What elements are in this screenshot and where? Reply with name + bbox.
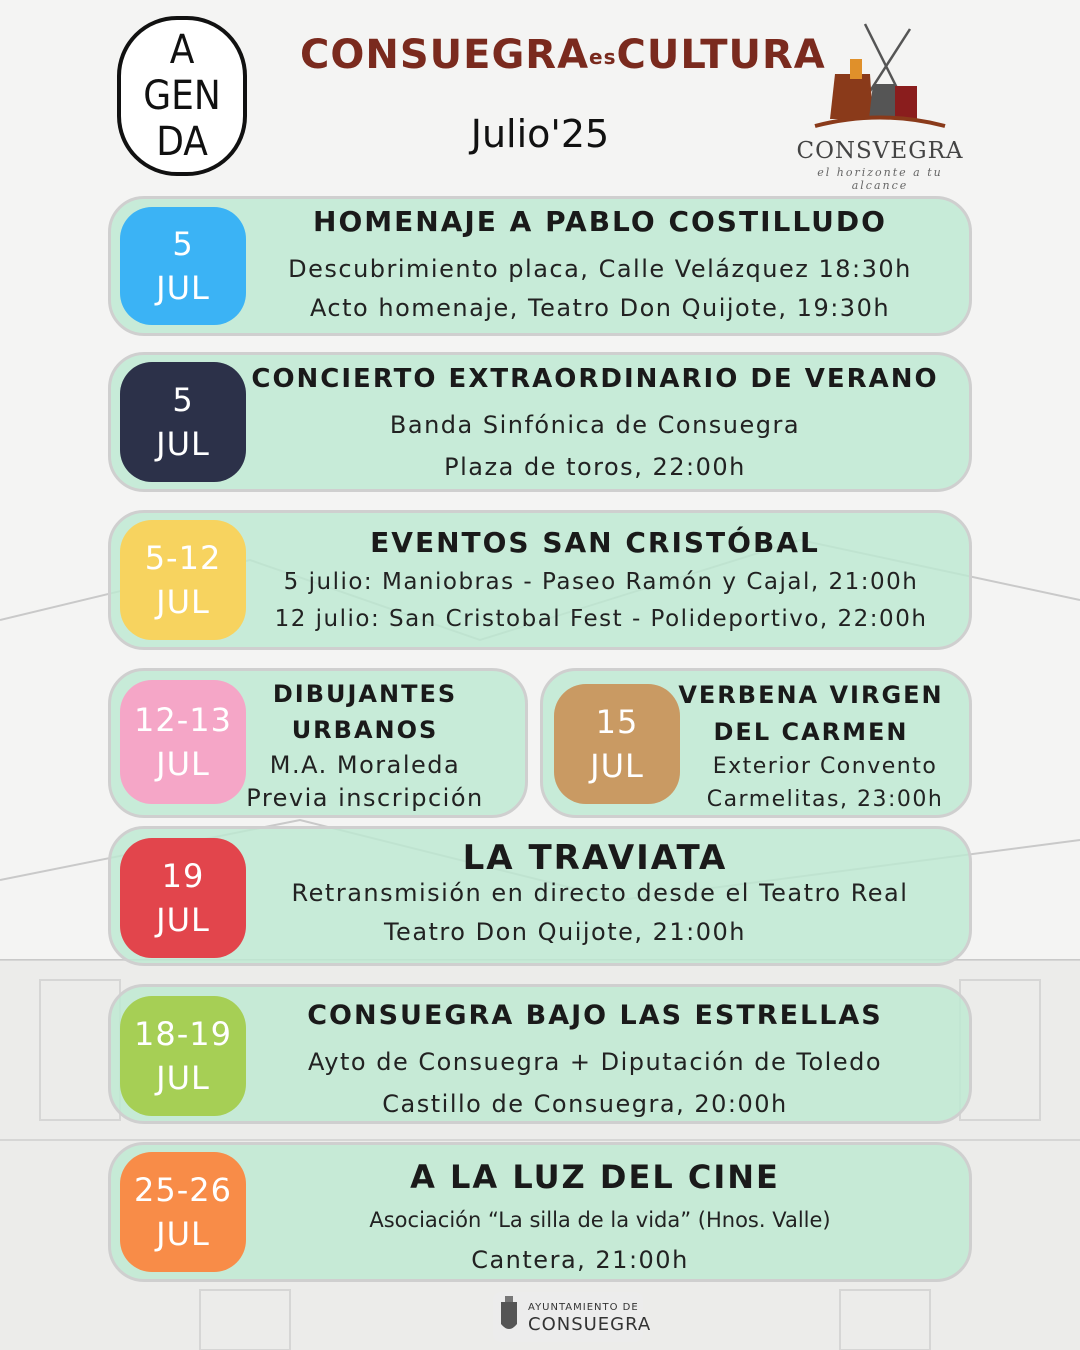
agenda-line: A	[169, 27, 195, 73]
date-badge	[120, 207, 246, 325]
event-detail: Teatro Don Quijote, 21:00h	[383, 918, 747, 946]
date-month: JUL	[156, 583, 210, 621]
date-day: 25-26	[134, 1171, 232, 1209]
agenda-line: GEN	[143, 73, 221, 119]
date-day: 15	[595, 703, 639, 741]
date-month: JUL	[156, 269, 210, 307]
event-detail: Cantera, 21:00h	[471, 1246, 689, 1274]
event-detail: Descubrimiento placa, Calle Velázquez 18:30h	[288, 255, 912, 283]
event-detail: Acto homenaje, Teatro Don Quijote, 19:30h	[309, 294, 891, 322]
event-detail: Asociación “La silla de la vida” (Hnos. Valle)	[369, 1208, 831, 1232]
event-detail: Banda Sinfónica de Consuegra	[389, 411, 801, 439]
event-detail: Retransmisión en directo desde el Teatro Real	[291, 879, 909, 907]
event-detail: 5 julio: Maniobras - Paseo Ramón y Cajal, 21:00h	[283, 569, 919, 595]
event-detail: Exterior Convento	[712, 754, 938, 779]
date-month: JUL	[156, 1215, 210, 1253]
event-detail: Carmelitas, 23:00h	[706, 787, 944, 812]
date-badge	[120, 680, 246, 804]
event-title: EVENTOS SAN CRISTÓBAL	[370, 526, 820, 559]
event-title: A LA LUZ DEL CINE	[410, 1158, 780, 1196]
event-title: DEL CARMEN	[713, 718, 909, 746]
date-day: 19	[161, 857, 205, 895]
date-badge	[120, 520, 246, 640]
date-badge	[120, 996, 246, 1116]
date-badge	[554, 684, 680, 804]
date-month: JUL	[156, 901, 210, 939]
agenda-badge	[117, 16, 247, 176]
footer-line: CONSUEGRA	[528, 1314, 652, 1335]
event-title: HOMENAJE A PABLO COSTILLUDO	[313, 205, 887, 238]
date-day: 5	[172, 381, 194, 419]
event-detail: 12 julio: San Cristobal Fest - Polideportivo, 22:00h	[274, 606, 928, 632]
date-badge	[120, 1152, 246, 1272]
event-detail: Previa inscripción	[246, 784, 484, 812]
date-month: JUL	[590, 747, 644, 785]
date-month: JUL	[156, 1059, 210, 1097]
event-title: VERBENA VIRGEN	[678, 681, 944, 709]
event-detail: Ayto de Consuegra + Diputación de Toledo	[308, 1048, 882, 1076]
event-title: LA TRAVIATA	[462, 838, 728, 878]
month-label: Julio'25	[470, 112, 610, 156]
date-badge	[120, 838, 246, 958]
event-title: CONCIERTO EXTRAORDINARIO DE VERANO	[251, 364, 939, 394]
date-day: 5-12	[144, 539, 222, 577]
event-detail: M.A. Moraleda	[269, 751, 461, 779]
date-day: 5	[172, 225, 194, 263]
footer-line: AYUNTAMIENTO DE	[528, 1302, 639, 1313]
logo-name: CONSVEGRA	[796, 138, 964, 164]
event-detail: Castillo de Consuegra, 20:00h	[382, 1090, 788, 1118]
logo-tagline: el horizonte a tu alcance	[817, 166, 943, 192]
agenda-line: DA	[156, 119, 208, 165]
event-title: DIBUJANTES	[272, 680, 458, 708]
event-title: URBANOS	[291, 716, 439, 744]
event-detail: Plaza de toros, 22:00h	[444, 453, 746, 481]
date-day: 18-19	[134, 1015, 232, 1053]
date-day: 12-13	[134, 701, 232, 739]
date-badge	[120, 362, 246, 482]
date-month: JUL	[156, 745, 210, 783]
date-month: JUL	[156, 425, 210, 463]
page-title: CONSUEGRAesCULTURA	[300, 32, 826, 78]
event-title: CONSUEGRA BAJO LAS ESTRELLAS	[307, 1000, 883, 1031]
